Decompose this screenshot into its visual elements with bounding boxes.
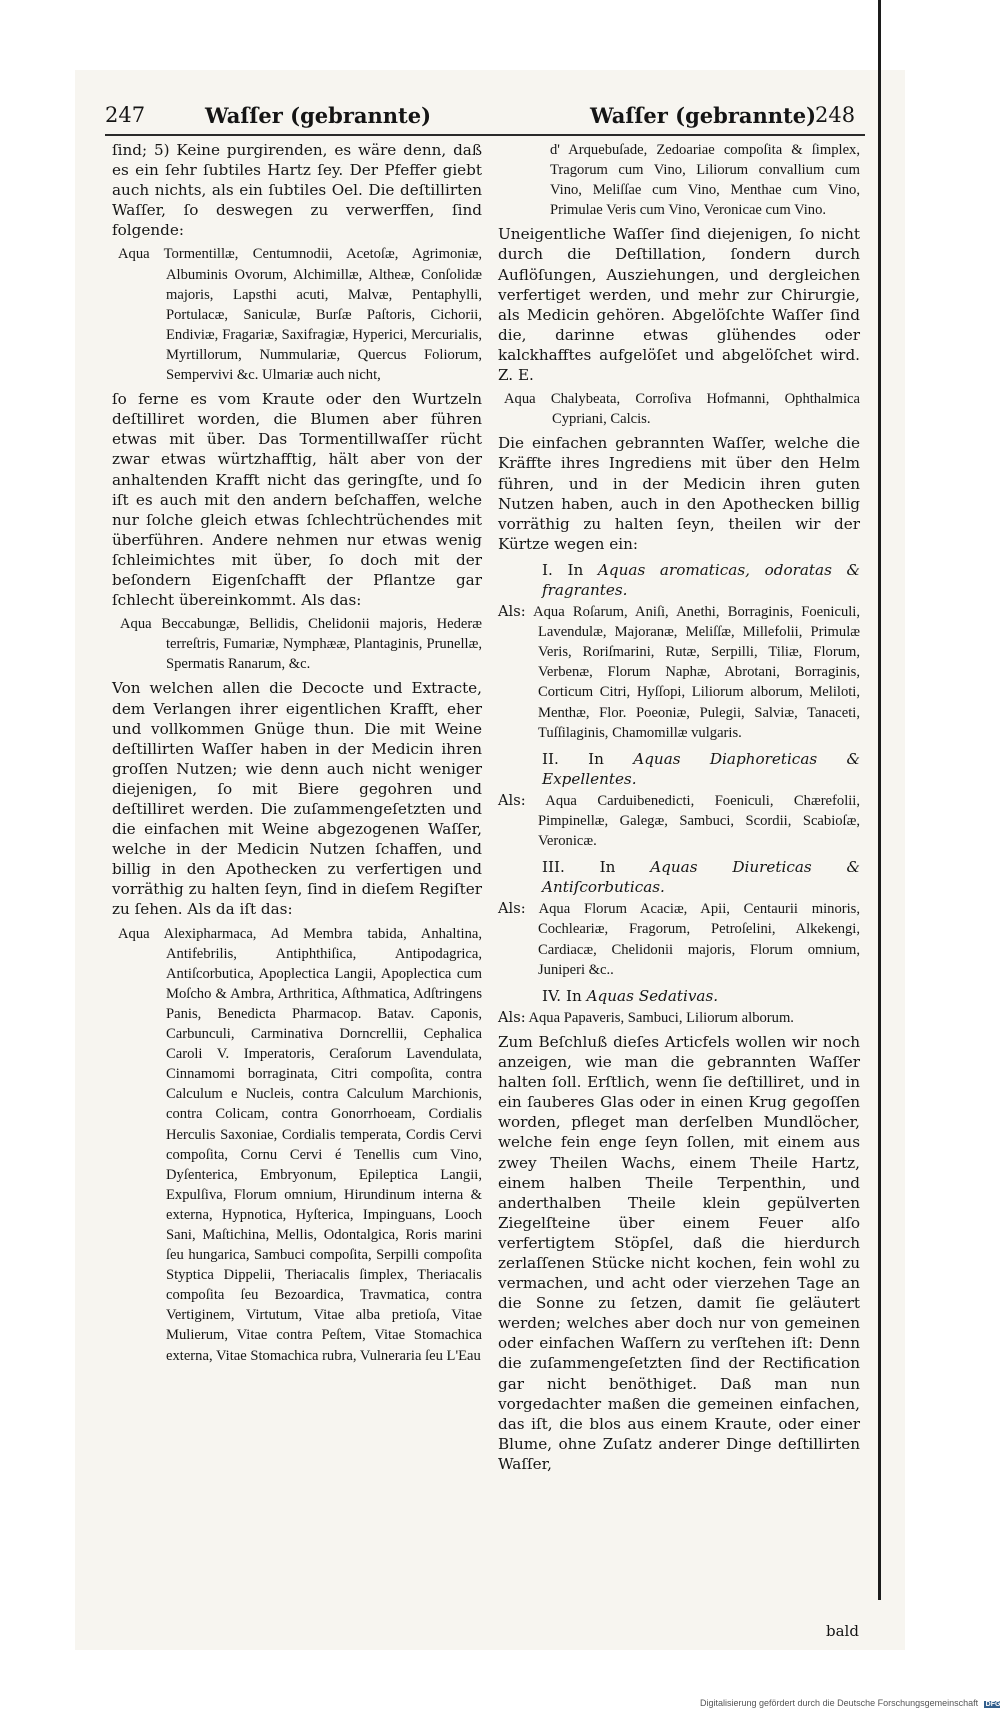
left-column [112, 140, 482, 1370]
left-aqua-list-3: Aqua Alexipharmaca, Ad Membra tabida, Anhaltina, Antifebrilis, Antiphthiſica, Antipodagrica, Antiſcorbutica, Apoplectica Langii, Apoplectica cum Moſcho & Ambra, Arthritica, Aſthmatica, Adſtringens Panis, Benedicta Pharmacop. Batav. Caponis, Carbunculi, Carminativa Dorncrellii, Cephalica Caroli V. Imperatoris, Ceraſorum Lavendulata, Cinnamomi borraginata, Citri compoſita, contra Calculum e Nucleis, contra Calculum Marchionis, contra Colicam, contra Gonorrhoeam, Cordialis Herculis Saxoniae, Cordialis temperata, Cordis Cervi compoſita, Cornu Cervi é Tenellis cum Vino, Dyſenterica, Embryonum, Epileptica Langii, Expulſiva, Florum omnium, Hirundinum interna & externa, Hypnotica, Hyſterica, Impinguans, Looch Sani, Maſtichina, Mellis, Odontalgica, Roris marini ſeu hungarica, Sambuci compoſita, Serpilli compoſita Styptica Dippelii, Theriacalis ſimplex, Theriacalis compoſita ſeu Bezoardica, Travmatica, contra Vertiginem, Virtutum, Vitae alba pretioſa, Vitae Mulierum, Vitae contra Peſtem, Vitae Stomachica externa, Vitae Stomachica rubra, Vulneraria ſeu L'Eau [118, 925, 482, 1364]
section-4-number: IV. [542, 986, 562, 1005]
section-heading-2 [498, 749, 860, 789]
section-4-in: In [565, 986, 582, 1005]
section-4-title: Aquas Sedativas. [586, 986, 719, 1005]
section-1-als: Als: [498, 603, 526, 621]
right-paragraph-3: Zum Beſchluß dieſes Articfels wollen wir noch anzeigen, wie man die gebrannten Waſſer halten ſoll. Erſtlich, wenn ſie deſtilliret, und in ein ſauberes Glas oder in einen Krug gegoſſen worden, pfleget man derſelben Mundlöcher, welche fein enge ſeyn ſollen, mit einem aus zwey Theilen Wachs, einem Theile Hartz, einem halben Theile Terpenthin, und anderthalben Theile klein gepülverten Ziegelſteine über einem Feuer alſo verfertigtem Stöpſel, daß die hierdurch zerlaſſenen Stücke nicht kochen, fein wohl zu vermachen, und acht oder vierzehen Tage an die Sonne zu ſetzen, damit ſie geläutert werden; welches aber doch nur von gemeinen oder einfachen Waſſern zu verſtehen iſt: Denn die zuſammengeſetzten ſind der Rectification gar nicht benöthiget. Daß man nun vorgedachter maßen die gemeinen einfachen, das iſt, die blos aus einem Kraute, oder einer Blume, ohne Zuſatz anderer Dinge deſtillirten Waſſer, [498, 1032, 860, 1473]
section-1-number: I. [542, 560, 553, 579]
section-3-number: III. [542, 858, 565, 877]
section-2-title: Aquas Diaphoreticas & Expellentes. [542, 749, 860, 788]
section-4-als: Als: [498, 1008, 526, 1026]
left-paragraph-3: Von welchen allen die Decocte und Extracte, dem Verlangen ihrer eigentlichen Krafft, eher und vollkommen Gnüge thun. Die mit Weine deſtillirten Waſſer haben in der Medicin ihren groſſen Nutzen; wie denn auch nicht weniger diejenigen, ſo mit Biere gegohren und deſtilliret werden. Die zuſammengeſetzten und die einfachen mit Weine abgezogenen Waſſer, welche in der Medicin Nutzen ſchaffen, und billig in den Apothecken zu verfertigen und vorräthig zu halten ſeyn, ſind in dieſem Regiſter zu ſehen. Als da iſt das: [112, 679, 482, 919]
section-1-list [498, 602, 860, 743]
page-edge-line [878, 0, 881, 1600]
left-aqua-list-2: Aqua Beccabungæ, Bellidis, Chelidonii majoris, Hederæ terreſtris, Fumariæ, Nymphææ, Plantaginis, Prunellæ, Spermatis Ranarum, &c. [120, 616, 482, 673]
header-rule [105, 134, 865, 136]
right-paragraph-2: Die einfachen gebrannten Waſſer, welche die Kräffte ihres Ingrediens mit über den Helm führen, und in der Medicin ihren guten Nutzen haben, auch in den Apothecken billig vorräthig zu halten ſeyn, theilen wir der Kürtze wegen ein: [498, 434, 860, 553]
section-2-als: Als: [498, 791, 526, 809]
right-page-number: 248 [815, 103, 856, 127]
section-3-items: Aqua Florum Acaciæ, Apii, Centaurii minoris, Cochleariæ, Fragorum, Petroſelini, Alkekengi, Cardiacæ, Chelidonii majoris, Florum omnium, Juniperi &c.. [538, 901, 860, 978]
right-column [498, 140, 860, 1478]
section-2-in: In [588, 749, 604, 768]
running-header [105, 103, 865, 133]
section-2-list [498, 791, 860, 851]
section-3-als: Als: [498, 900, 526, 918]
right-aqua-list-1: Aqua Chalybeata, Corroſiva Hofmanni, Ophthalmica Cypriani, Calcis. [504, 391, 860, 428]
right-list-continuation: d' Arquebuſade, Zedoariae compoſita & ſimplex, Tragorum cum Vino, Liliorum convallium cum Vino, Meliſſae cum Vino, Menthae cum Vino, Primulae Veris cum Vino, Veronicae cum Vino. [550, 142, 860, 219]
section-heading-1 [498, 560, 860, 600]
left-paragraph-1: ſind; 5) Keine purgirenden, es wäre denn, daß es ein ſehr ſubtiles Hartz ſey. Der Pfeffer giebt auch nichts, als ein ſubtiles Oel. Die deſtillirten Waſſer, ſo deswegen zu verwerffen, ſind folgende: [112, 141, 482, 240]
left-running-title: Waſſer (gebrannte) [205, 103, 432, 128]
section-heading-3 [498, 857, 860, 897]
right-running-title: Waſſer (gebrannte) [590, 103, 817, 128]
section-2-number: II. [542, 749, 559, 768]
section-3-title: Aquas Diureticas & Antiſcorbuticas. [542, 858, 861, 897]
section-heading-4 [498, 986, 860, 1006]
section-3-in: In [599, 858, 616, 877]
right-paragraph-1: Uneigentliche Waſſer ſind diejenigen, ſo nicht durch die Deſtillation, ſondern durch Auflöſungen, Ausziehungen, und dergleichen verfertiget werden, und mehr zur Chirurgie, als Medicin gehören. Abgelöſchte Waſſer ſind die, darinne etwas glühendes oder kalckhafftes aufgelöſet und abgelöſchet wird. Z. E. [498, 225, 860, 385]
section-4-list [498, 1008, 860, 1028]
left-aqua-list-1: Aqua Tormentillæ, Centumnodii, Acetoſæ, Agrimoniæ, Albuminis Ovorum, Alchimillæ, Altheæ, Conſolidæ majoris, Lapsthi acuti, Malvæ, Pentaphylli, Portulacæ, Saniculæ, Burſæ Paſtoris, Cichorii, Endiviæ, Fragariæ, Saxifragiæ, Hyperici, Mercurialis, Myrtillorum, Nummulariæ, Quercus Foliorum, Sempervivi &c. Ulmariæ auch nicht, [118, 246, 482, 384]
section-2-items: Aqua Carduibenedicti, Foeniculi, Chærefolii, Pimpinellæ, Galegæ, Sambuci, Scordii, Scabioſæ, Veronicæ. [538, 792, 861, 850]
left-page-number: 247 [105, 103, 146, 127]
section-1-in: In [567, 560, 584, 579]
catchword: bald [826, 1622, 859, 1640]
section-1-items: Aqua Roſarum, Aniſi, Anethi, Borraginis, Foeniculi, Lavendulæ, Majoranæ, Meliſſæ, Millefolii, Primulæ Veris, Roriſmarini, Rutæ, Serpilli, Tiliæ, Florum, Verbenæ, Florum Naphæ, Abrotani, Borraginis, Corticum Citri, Hyſſopi, Liliorum alborum, Meliloti, Menthæ, Flor. Poeoniæ, Pulegii, Salviæ, Tanaceti, Tuſſilaginis, Chamomillæ vulgaris. [533, 604, 861, 741]
section-3-list [498, 899, 860, 979]
digitization-footer [700, 1698, 1000, 1710]
section-1-title: Aquas aromaticas, odoratas & fragrantes. [542, 560, 861, 599]
section-4-items: Aqua Papaveris, Sambuci, Liliorum alborum. [528, 1009, 794, 1026]
dfg-logo: DFG [984, 1701, 1000, 1708]
footer-text: Digitalisierung gefördert durch die Deutsche Forschungsgemeinschaft [700, 1698, 979, 1708]
left-paragraph-2: ſo ferne es vom Kraute oder den Wurtzeln deſtilliret worden, die Blumen aber führen etwas mit über. Das Tormentillwaſſer rücht zwar etwas würtzhafftig, hält aber von der anhaltenden Krafft nicht das geringſte, und ſo iſt es auch mit den andern beſchaffen, welche nur ſolche gleich etwas ſchlechtrüchendes mit überführen. Andere nehmen nur etwas wenig ſchleimichtes mit über, ſo doch mit der beſondern Eigenſchafft der Pflantze gar ſchlecht übereinkommt. Als das: [112, 390, 482, 610]
